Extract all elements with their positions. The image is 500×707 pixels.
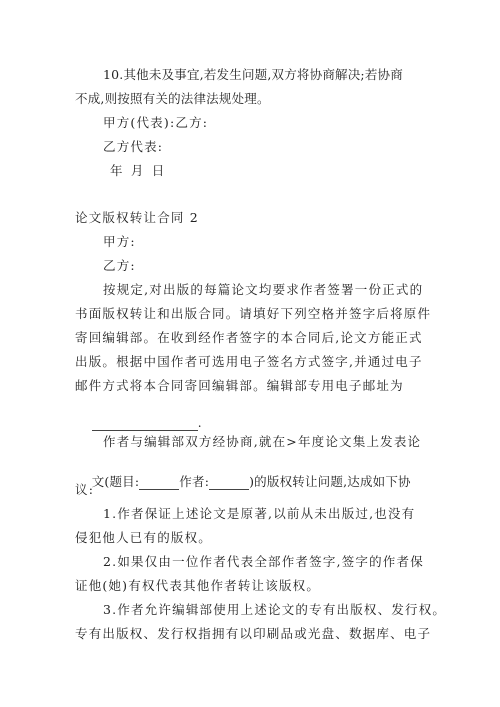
para-2-line-2 — [75, 458, 411, 506]
author-label: 作者: — [179, 474, 210, 489]
title-label: 文(题目: — [91, 474, 140, 489]
title-blank — [139, 475, 179, 490]
para-1-line-4: 出版。根据中国作者可选用电子签名方式签字,并通过电子 — [75, 354, 423, 369]
party-a-label: 甲方: — [103, 234, 136, 249]
para-1-line-1: 按规定,对出版的每篇论文均要求作者签署一份正式的 — [103, 282, 424, 297]
item-3-line-2: 专有出版权、发行权指拥有以印刷品或光盘、数据库、电子 — [75, 626, 432, 641]
date-line: 年 月 日 — [110, 163, 167, 178]
item-1-line-2: 侵犯他人已有的版权。 — [75, 530, 213, 545]
item-2-line-2: 证他(她)有权代表其他作者转让该版权。 — [75, 578, 321, 593]
section-title: 论文版权转让合同 2 — [75, 210, 199, 225]
clause-10-line-1: 10.其他未及事宜,若发生问题,双方将协商解决;若协商 — [103, 67, 403, 82]
author-blank — [209, 475, 249, 490]
para-2-line-3: 议: — [75, 482, 95, 497]
para-1-line-3: 寄回编辑部。在收到经作者签字的本合同后,论文方能正式 — [75, 330, 423, 345]
para-2-line-1: 作者与编辑部双方经协商,就在>年度论文集上发表论 — [103, 434, 422, 449]
party-a-rep-line: 甲方(代表):乙方: — [103, 115, 209, 130]
item-1-line-1: 1.作者保证上述论文是原著,以前从未出版过,也没有 — [103, 506, 416, 521]
para-1-line-5: 邮件方式将本合同寄回编辑部。编辑部专用电子邮址为 — [75, 378, 404, 393]
party-b-label: 乙方: — [103, 258, 136, 273]
party-b-rep-line: 乙方代表: — [103, 139, 164, 154]
para-1-line-2: 书面版权转让和出版合同。请填好下列空格并签字后将原件 — [75, 306, 432, 321]
email-blank — [92, 416, 198, 431]
para-2-line-2-tail: )的版权转让问题,达成如下协 — [249, 474, 411, 489]
email-blank-line: . — [75, 399, 202, 447]
item-2-line-1: 2.如果仅由一位作者代表全部作者签字,签字的作者保 — [103, 554, 424, 569]
clause-10-line-2: 不成,则按照有关的法律法规处理。 — [75, 91, 270, 106]
item-3-line-1: 3.作者允许编辑部使用上述论文的专有出版权、发行权。 — [103, 602, 447, 617]
